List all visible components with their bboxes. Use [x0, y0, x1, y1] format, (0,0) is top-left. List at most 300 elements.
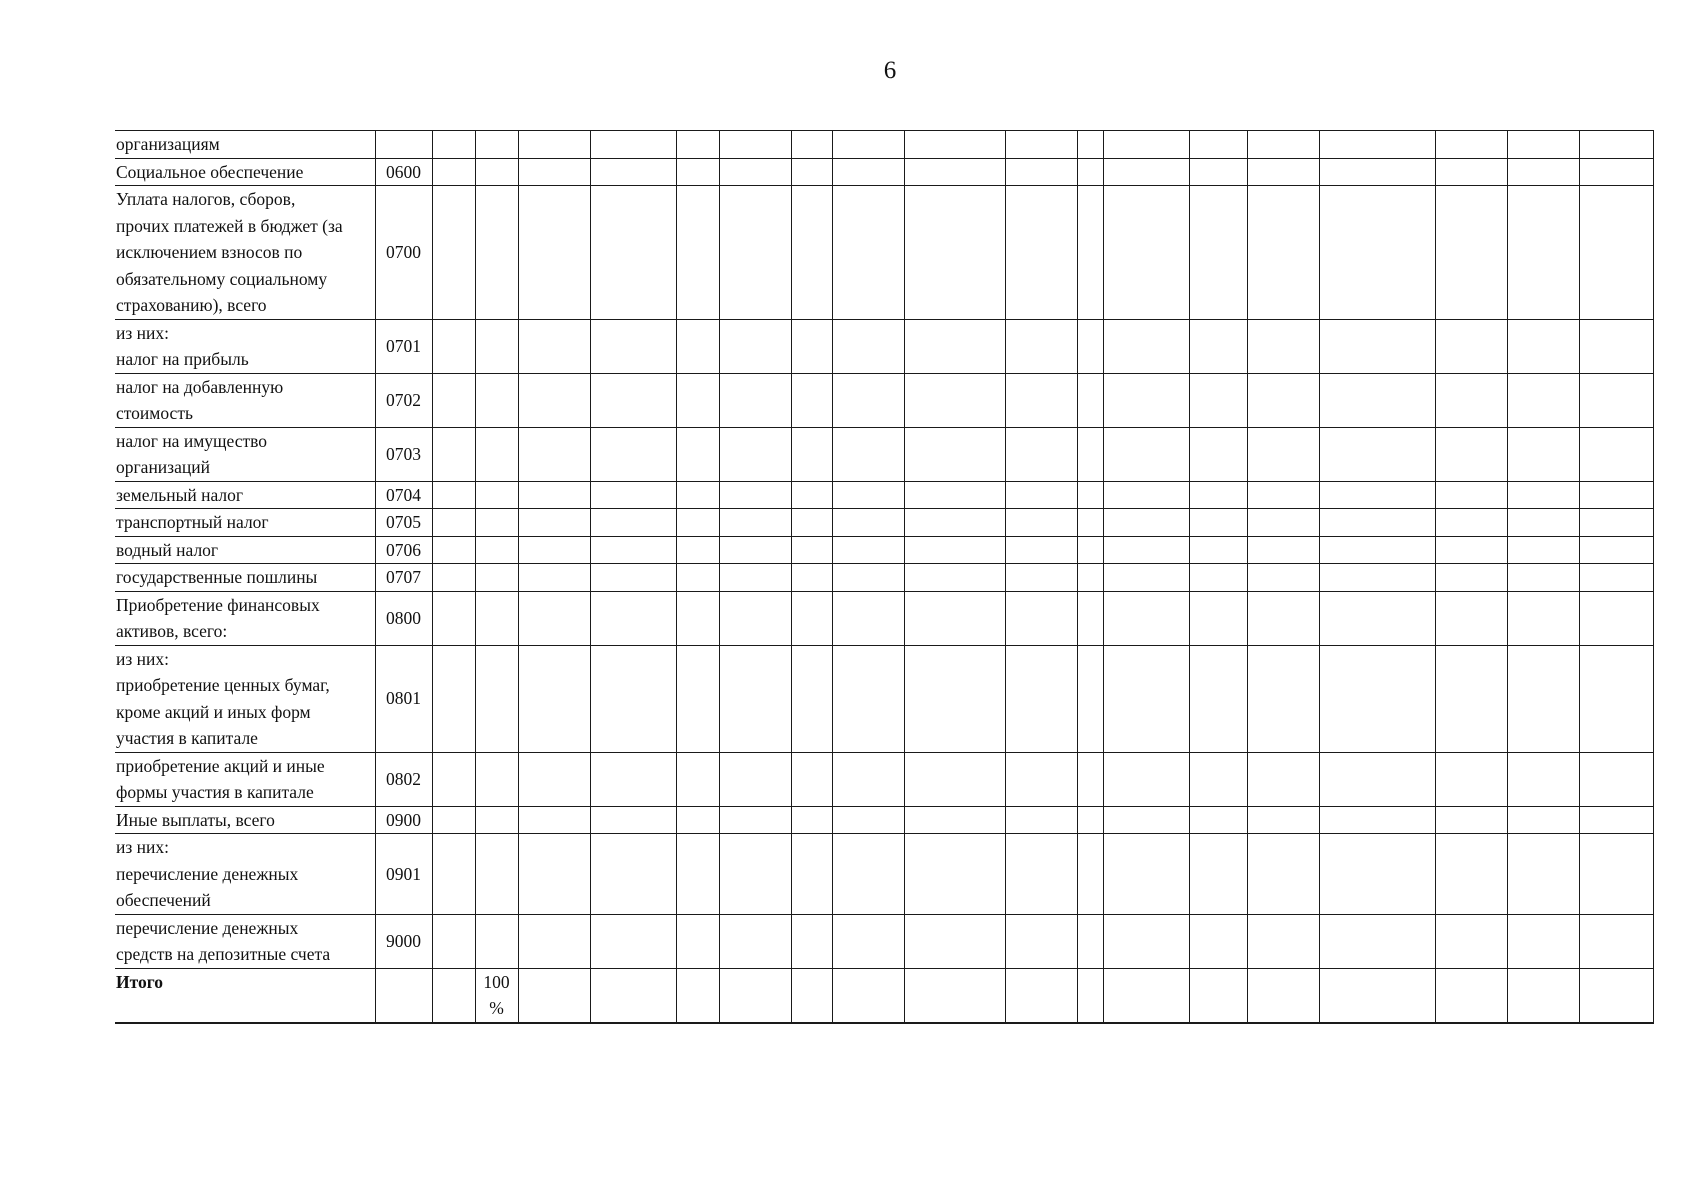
- empty-cell: [1319, 509, 1435, 537]
- empty-cell: [832, 536, 904, 564]
- empty-cell: [676, 834, 719, 915]
- empty-cell: [719, 509, 791, 537]
- table-row: [115, 752, 1653, 806]
- empty-cell: [676, 509, 719, 537]
- empty-cell: [1247, 319, 1319, 373]
- empty-cell: [791, 427, 832, 481]
- empty-cell: [1435, 591, 1507, 645]
- empty-cell: [1103, 645, 1189, 752]
- empty-cell: [1077, 509, 1103, 537]
- empty-cell: [1005, 591, 1077, 645]
- empty-cell: [1103, 158, 1189, 186]
- empty-cell: [590, 834, 676, 915]
- empty-cell: [475, 319, 518, 373]
- empty-cell: [791, 645, 832, 752]
- empty-cell: [1507, 131, 1579, 159]
- empty-cell: [1319, 158, 1435, 186]
- empty-cell: [676, 914, 719, 968]
- empty-cell: [832, 564, 904, 592]
- empty-cell: [518, 158, 590, 186]
- empty-cell: [1189, 427, 1247, 481]
- empty-cell: [1319, 834, 1435, 915]
- table-row: [115, 131, 1653, 159]
- empty-cell: [1579, 752, 1653, 806]
- empty-cell: [719, 131, 791, 159]
- empty-cell: [791, 752, 832, 806]
- empty-cell: [1319, 806, 1435, 834]
- empty-cell: [518, 752, 590, 806]
- total-percent: 100 %: [475, 968, 518, 1023]
- empty-cell: [1579, 968, 1653, 1023]
- empty-cell: [475, 834, 518, 915]
- empty-cell: [518, 131, 590, 159]
- empty-cell: [1507, 834, 1579, 915]
- empty-cell: [1507, 481, 1579, 509]
- empty-cell: [832, 834, 904, 915]
- empty-cell: [1435, 806, 1507, 834]
- empty-cell: [719, 968, 791, 1023]
- total-row: [115, 968, 1653, 1023]
- empty-cell: [475, 564, 518, 592]
- empty-cell: [1103, 968, 1189, 1023]
- empty-cell: [1507, 373, 1579, 427]
- empty-cell: [1319, 752, 1435, 806]
- empty-cell: [475, 645, 518, 752]
- empty-cell: [904, 914, 1005, 968]
- empty-cell: [1005, 319, 1077, 373]
- empty-cell: [518, 373, 590, 427]
- table-row: [115, 186, 1653, 320]
- empty-cell: [1005, 536, 1077, 564]
- empty-cell: [904, 131, 1005, 159]
- empty-cell: [1435, 564, 1507, 592]
- empty-cell: [475, 591, 518, 645]
- empty-cell: [719, 564, 791, 592]
- empty-cell: [791, 509, 832, 537]
- empty-cell: [1247, 645, 1319, 752]
- empty-cell: [1077, 914, 1103, 968]
- empty-cell: [719, 319, 791, 373]
- empty-cell: [676, 806, 719, 834]
- table-row: [115, 536, 1653, 564]
- empty-cell: [518, 834, 590, 915]
- empty-cell: [719, 481, 791, 509]
- empty-cell: [1189, 834, 1247, 915]
- empty-cell: [1005, 481, 1077, 509]
- empty-cell: [676, 968, 719, 1023]
- empty-cell: [1077, 968, 1103, 1023]
- empty-cell: [676, 591, 719, 645]
- empty-cell: [1319, 536, 1435, 564]
- empty-cell: [1319, 186, 1435, 320]
- empty-cell: [518, 806, 590, 834]
- row-label: приобретение акций и иные формы участия в капитале: [115, 752, 375, 806]
- row-code: 0802: [375, 752, 432, 806]
- table-row: [115, 481, 1653, 509]
- empty-cell: [1247, 481, 1319, 509]
- empty-cell: [676, 131, 719, 159]
- empty-cell: [518, 536, 590, 564]
- row-label: из них: приобретение ценных бумаг, кроме акций и иных форм участия в капитале: [115, 645, 375, 752]
- table-row: [115, 591, 1653, 645]
- empty-cell: [832, 645, 904, 752]
- empty-cell: [590, 968, 676, 1023]
- empty-cell: [904, 968, 1005, 1023]
- empty-cell: [1005, 158, 1077, 186]
- row-code: 0707: [375, 564, 432, 592]
- empty-cell: [832, 968, 904, 1023]
- empty-cell: [676, 752, 719, 806]
- empty-cell: [432, 131, 475, 159]
- empty-cell: [1189, 914, 1247, 968]
- empty-cell: [832, 373, 904, 427]
- empty-cell: [1103, 373, 1189, 427]
- empty-cell: [719, 427, 791, 481]
- empty-cell: [719, 914, 791, 968]
- empty-cell: [1579, 481, 1653, 509]
- empty-cell: [432, 968, 475, 1023]
- empty-cell: [432, 806, 475, 834]
- empty-cell: [475, 509, 518, 537]
- table-row: [115, 806, 1653, 834]
- empty-cell: [904, 806, 1005, 834]
- empty-cell: [1005, 427, 1077, 481]
- empty-cell: [1247, 834, 1319, 915]
- empty-cell: [1579, 509, 1653, 537]
- empty-cell: [1579, 645, 1653, 752]
- empty-cell: [676, 158, 719, 186]
- row-label: земельный налог: [115, 481, 375, 509]
- empty-cell: [590, 752, 676, 806]
- empty-cell: [904, 373, 1005, 427]
- row-code: 0900: [375, 806, 432, 834]
- row-label: транспортный налог: [115, 509, 375, 537]
- empty-cell: [590, 645, 676, 752]
- empty-cell: [518, 427, 590, 481]
- empty-cell: [1005, 373, 1077, 427]
- table-row: [115, 373, 1653, 427]
- empty-cell: [1189, 968, 1247, 1023]
- empty-cell: [1435, 968, 1507, 1023]
- empty-cell: [1005, 186, 1077, 320]
- empty-cell: [1077, 645, 1103, 752]
- empty-cell: [1579, 131, 1653, 159]
- empty-cell: [1579, 591, 1653, 645]
- empty-cell: [719, 806, 791, 834]
- empty-cell: [475, 481, 518, 509]
- empty-cell: [1103, 319, 1189, 373]
- empty-cell: [791, 481, 832, 509]
- empty-cell: [1247, 131, 1319, 159]
- row-code: 0801: [375, 645, 432, 752]
- empty-cell: [590, 186, 676, 320]
- empty-cell: [1579, 158, 1653, 186]
- empty-cell: [904, 427, 1005, 481]
- empty-cell: [1005, 806, 1077, 834]
- empty-cell: [1077, 834, 1103, 915]
- empty-cell: [1103, 186, 1189, 320]
- empty-cell: [1507, 186, 1579, 320]
- row-label: Приобретение финансовых активов, всего:: [115, 591, 375, 645]
- row-label: из них: перечисление денежных обеспечений: [115, 834, 375, 915]
- row-code: 0701: [375, 319, 432, 373]
- row-code: 0704: [375, 481, 432, 509]
- row-label: организациям: [115, 131, 375, 159]
- empty-cell: [1189, 591, 1247, 645]
- empty-cell: [676, 481, 719, 509]
- empty-cell: [791, 158, 832, 186]
- empty-cell: [1507, 914, 1579, 968]
- empty-cell: [518, 564, 590, 592]
- empty-cell: [719, 591, 791, 645]
- empty-cell: [1103, 564, 1189, 592]
- empty-cell: [432, 427, 475, 481]
- empty-cell: [518, 481, 590, 509]
- row-code: 0702: [375, 373, 432, 427]
- empty-cell: [832, 806, 904, 834]
- empty-cell: [518, 645, 590, 752]
- empty-cell: [1579, 373, 1653, 427]
- table-row: [115, 914, 1653, 968]
- empty-cell: [590, 481, 676, 509]
- empty-cell: [432, 186, 475, 320]
- row-label: водный налог: [115, 536, 375, 564]
- empty-cell: [432, 158, 475, 186]
- table-row: [115, 427, 1653, 481]
- empty-cell: [1189, 752, 1247, 806]
- empty-cell: [1077, 806, 1103, 834]
- total-label: Итого: [115, 968, 375, 1023]
- empty-cell: [590, 131, 676, 159]
- row-label: Иные выплаты, всего: [115, 806, 375, 834]
- empty-cell: [432, 645, 475, 752]
- empty-cell: [1319, 373, 1435, 427]
- empty-cell: [1435, 158, 1507, 186]
- empty-cell: [791, 591, 832, 645]
- empty-cell: [1435, 481, 1507, 509]
- empty-cell: [719, 536, 791, 564]
- empty-cell: [1247, 752, 1319, 806]
- row-code: 0706: [375, 536, 432, 564]
- empty-cell: [832, 131, 904, 159]
- table-row: [115, 509, 1653, 537]
- empty-cell: [904, 186, 1005, 320]
- empty-cell: [1189, 158, 1247, 186]
- empty-cell: [1247, 186, 1319, 320]
- empty-cell: [904, 645, 1005, 752]
- empty-cell: [1319, 914, 1435, 968]
- empty-cell: [1319, 564, 1435, 592]
- empty-cell: [904, 319, 1005, 373]
- empty-cell: [1435, 186, 1507, 320]
- row-code: 0901: [375, 834, 432, 915]
- empty-cell: [475, 427, 518, 481]
- table-row: [115, 564, 1653, 592]
- row-label: Уплата налогов, сборов, прочих платежей в бюджет (за исключением взносов по обязательному социальному страхованию), всего: [115, 186, 375, 320]
- empty-cell: [676, 373, 719, 427]
- empty-cell: [475, 914, 518, 968]
- empty-cell: [1005, 564, 1077, 592]
- empty-cell: [832, 186, 904, 320]
- empty-cell: [1319, 427, 1435, 481]
- empty-cell: [1077, 319, 1103, 373]
- empty-cell: [1247, 564, 1319, 592]
- empty-cell: [1579, 834, 1653, 915]
- empty-cell: [832, 158, 904, 186]
- empty-cell: [904, 834, 1005, 915]
- empty-cell: [1103, 752, 1189, 806]
- empty-cell: [1507, 564, 1579, 592]
- empty-cell: [1189, 509, 1247, 537]
- empty-cell: [1189, 806, 1247, 834]
- empty-cell: [1005, 509, 1077, 537]
- empty-cell: [1507, 968, 1579, 1023]
- empty-cell: [375, 968, 432, 1023]
- empty-cell: [1435, 319, 1507, 373]
- empty-cell: [1507, 645, 1579, 752]
- empty-cell: [590, 536, 676, 564]
- empty-cell: [1103, 536, 1189, 564]
- empty-cell: [1579, 806, 1653, 834]
- empty-cell: [1507, 591, 1579, 645]
- empty-cell: [904, 591, 1005, 645]
- empty-cell: [1005, 968, 1077, 1023]
- empty-cell: [1189, 564, 1247, 592]
- empty-cell: [590, 319, 676, 373]
- empty-cell: [1005, 645, 1077, 752]
- empty-cell: [791, 536, 832, 564]
- empty-cell: [1319, 319, 1435, 373]
- empty-cell: [1247, 509, 1319, 537]
- empty-cell: [475, 186, 518, 320]
- empty-cell: [475, 752, 518, 806]
- empty-cell: [1247, 968, 1319, 1023]
- empty-cell: [475, 536, 518, 564]
- empty-cell: [1077, 536, 1103, 564]
- empty-cell: [719, 186, 791, 320]
- empty-cell: [676, 536, 719, 564]
- empty-cell: [1247, 536, 1319, 564]
- table-row: [115, 319, 1653, 373]
- empty-cell: [518, 509, 590, 537]
- empty-cell: [518, 319, 590, 373]
- page-number: 6: [883, 57, 897, 84]
- empty-cell: [832, 481, 904, 509]
- empty-cell: [432, 564, 475, 592]
- row-label: из них: налог на прибыль: [115, 319, 375, 373]
- empty-cell: [1077, 131, 1103, 159]
- row-label: налог на добавленную стоимость: [115, 373, 375, 427]
- empty-cell: [518, 591, 590, 645]
- empty-cell: [590, 564, 676, 592]
- empty-cell: [475, 806, 518, 834]
- empty-cell: [475, 131, 518, 159]
- empty-cell: [1247, 914, 1319, 968]
- empty-cell: [904, 564, 1005, 592]
- empty-cell: [904, 509, 1005, 537]
- empty-cell: [1189, 319, 1247, 373]
- empty-cell: [1435, 752, 1507, 806]
- empty-cell: [1507, 427, 1579, 481]
- empty-cell: [432, 752, 475, 806]
- row-label: Социальное обеспечение: [115, 158, 375, 186]
- empty-cell: [791, 131, 832, 159]
- empty-cell: [1077, 427, 1103, 481]
- empty-cell: [1319, 591, 1435, 645]
- empty-cell: [832, 591, 904, 645]
- empty-cell: [1103, 914, 1189, 968]
- empty-cell: [1507, 319, 1579, 373]
- empty-cell: [832, 914, 904, 968]
- empty-cell: [676, 186, 719, 320]
- empty-cell: [1435, 427, 1507, 481]
- empty-cell: [904, 481, 1005, 509]
- empty-cell: [791, 319, 832, 373]
- empty-cell: [1247, 591, 1319, 645]
- empty-cell: [1103, 591, 1189, 645]
- empty-cell: [1189, 186, 1247, 320]
- empty-cell: [432, 509, 475, 537]
- table-row: [115, 158, 1653, 186]
- empty-cell: [1077, 564, 1103, 592]
- empty-cell: [832, 752, 904, 806]
- empty-cell: [1005, 752, 1077, 806]
- empty-cell: [590, 158, 676, 186]
- empty-cell: [1319, 645, 1435, 752]
- row-label: государственные пошлины: [115, 564, 375, 592]
- empty-cell: [791, 373, 832, 427]
- empty-cell: [1319, 131, 1435, 159]
- empty-cell: [432, 319, 475, 373]
- empty-cell: [1247, 427, 1319, 481]
- table-row: [115, 645, 1653, 752]
- empty-cell: [1189, 536, 1247, 564]
- empty-cell: [518, 186, 590, 320]
- empty-cell: [432, 914, 475, 968]
- empty-cell: [832, 427, 904, 481]
- empty-cell: [1507, 752, 1579, 806]
- empty-cell: [475, 158, 518, 186]
- empty-cell: [1507, 806, 1579, 834]
- empty-cell: [1579, 914, 1653, 968]
- empty-cell: [719, 645, 791, 752]
- empty-cell: [432, 536, 475, 564]
- empty-cell: [432, 834, 475, 915]
- empty-cell: [1103, 509, 1189, 537]
- row-label: перечисление денежных средств на депозитные счета: [115, 914, 375, 968]
- empty-cell: [590, 806, 676, 834]
- empty-cell: [1005, 834, 1077, 915]
- empty-cell: [676, 427, 719, 481]
- empty-cell: [1435, 373, 1507, 427]
- empty-cell: [791, 186, 832, 320]
- empty-cell: [518, 914, 590, 968]
- empty-cell: [590, 591, 676, 645]
- empty-cell: [791, 564, 832, 592]
- empty-cell: [719, 158, 791, 186]
- empty-cell: [791, 806, 832, 834]
- empty-cell: [475, 373, 518, 427]
- empty-cell: [1077, 186, 1103, 320]
- empty-cell: [518, 968, 590, 1023]
- empty-cell: [1507, 509, 1579, 537]
- row-code: 0600: [375, 158, 432, 186]
- empty-cell: [1579, 319, 1653, 373]
- row-code: [375, 131, 432, 159]
- empty-cell: [832, 319, 904, 373]
- empty-cell: [676, 319, 719, 373]
- empty-cell: [1247, 373, 1319, 427]
